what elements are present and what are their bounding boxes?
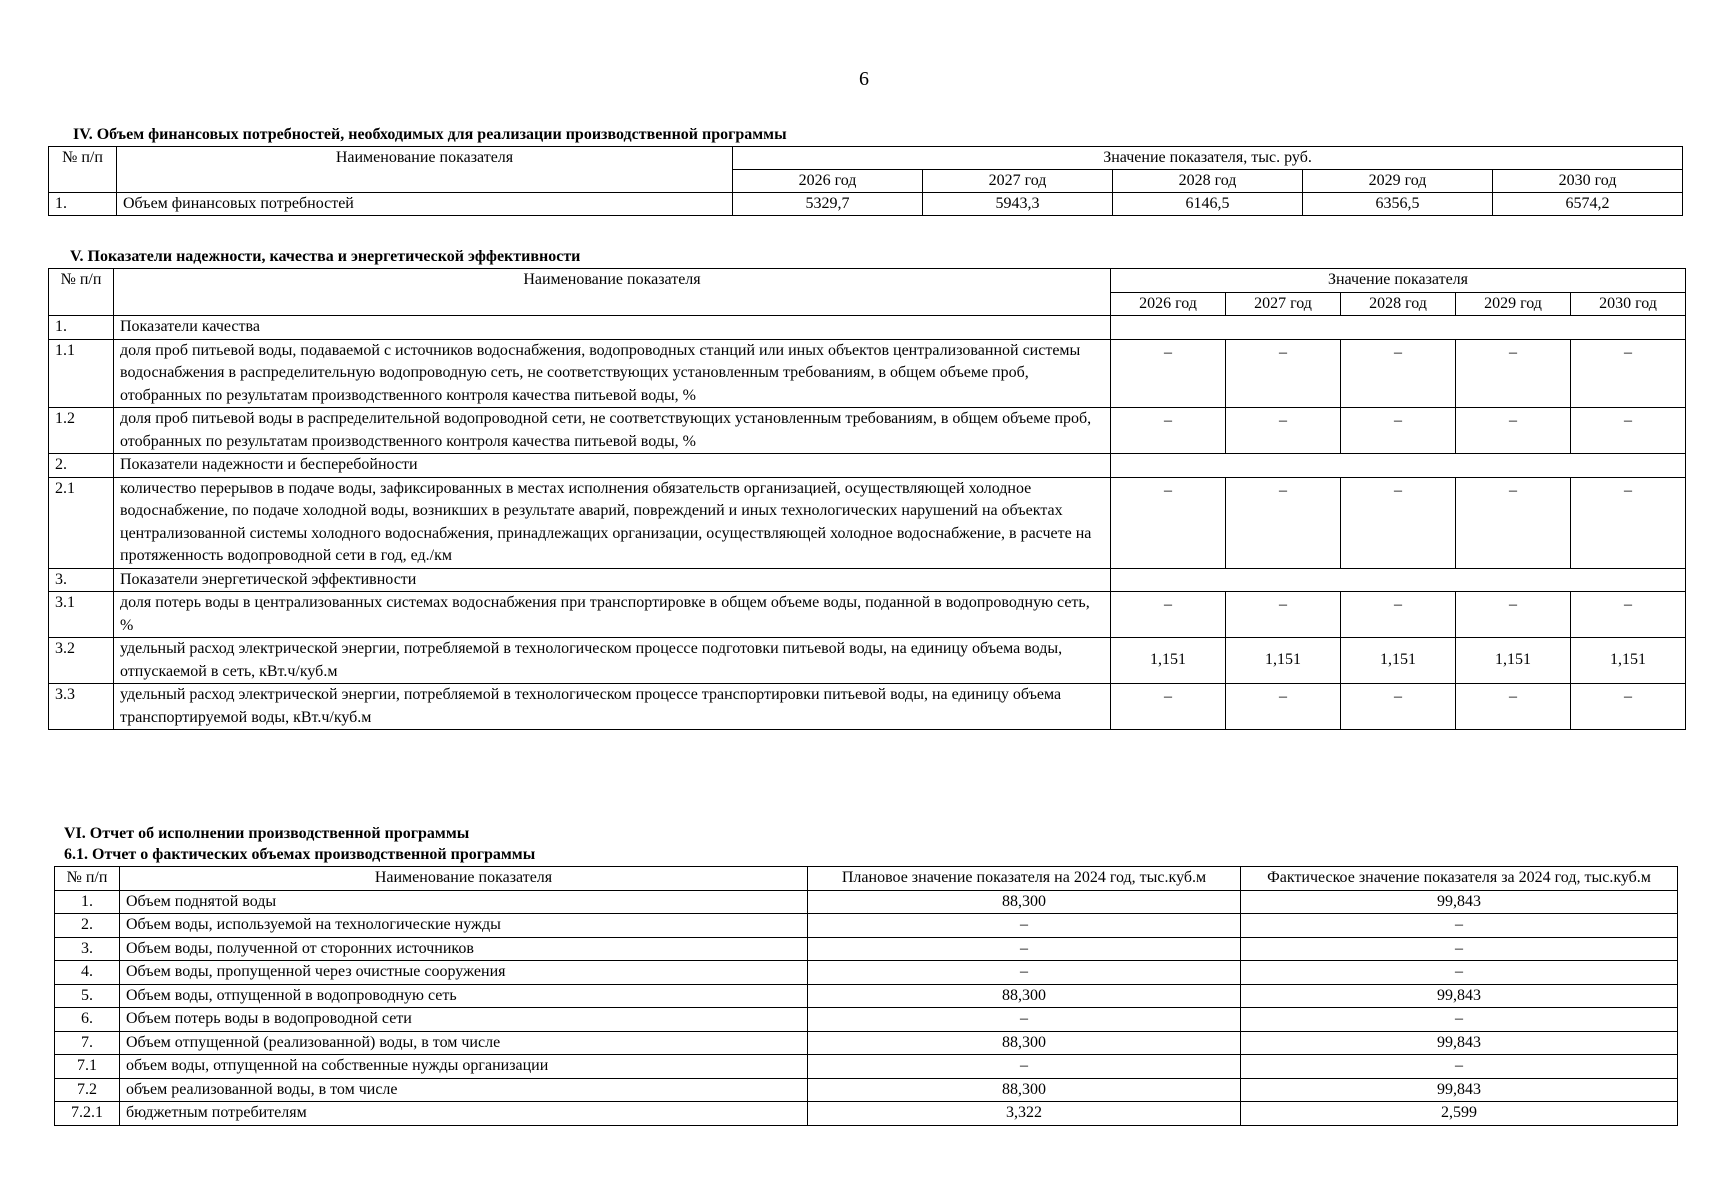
row-name: количество перерывов в подаче воды, зафиксированных в местах исполнения обязательств организацией, осуществляющей холодное водоснабжение, по подаче холодной воды, возникших в результате аварий, повреждений и иных технологических нарушений на объектах централизованной системы холодного водоснабжения, принадлежащих организации, осуществляющей холодное водоснабжение, в расчете на протяженность водопроводной сети в год, ед./км	[114, 477, 1111, 568]
row-no: 2.	[55, 914, 120, 938]
row-name: Объем воды, пропущенной через очистные сооружения	[120, 961, 808, 985]
row-name: удельный расход электрической энергии, потребляемой в технологическом процессе транспортировки питьевой воды, на единицу объема транспортируемой воды, кВт.ч/куб.м	[114, 684, 1111, 730]
header-no: № п/п	[49, 147, 117, 193]
row-name: Объем потерь воды в водопроводной сети	[120, 1008, 808, 1032]
row-value: –	[1226, 592, 1341, 638]
header-name: Наименование показателя	[117, 147, 733, 193]
row-no: 1.2	[49, 408, 114, 454]
header-no: № п/п	[55, 867, 120, 891]
table-row-group	[49, 568, 1686, 592]
row-value: –	[1571, 592, 1686, 638]
row-no: 2.1	[49, 477, 114, 568]
table-row	[49, 408, 1686, 454]
row-name: Объем поднятой воды	[120, 890, 808, 914]
row-name: объем воды, отпущенной на собственные нужды организации	[120, 1055, 808, 1079]
row-fact: –	[1241, 1008, 1678, 1032]
table-row-group	[49, 454, 1686, 478]
table-row	[55, 1055, 1678, 1079]
table-row	[55, 984, 1678, 1008]
section-6-1-subtitle: 6.1. Отчет о фактических объемах производственной программы	[64, 846, 536, 863]
year-header: 2029 год	[1456, 292, 1571, 316]
row-no: 6.	[55, 1008, 120, 1032]
row-no: 3.	[49, 568, 114, 592]
row-no: 3.3	[49, 684, 114, 730]
header-name: Наименование показателя	[120, 867, 808, 891]
row-no: 3.2	[49, 638, 114, 684]
row-plan: –	[808, 961, 1241, 985]
section-5-title: V. Показатели надежности, качества и энергетической эффективности	[70, 248, 581, 265]
row-value: –	[1456, 477, 1571, 568]
year-header: 2026 год	[733, 170, 923, 193]
row-value: –	[1111, 684, 1226, 730]
row-value: –	[1571, 408, 1686, 454]
row-name: Показатели качества	[114, 316, 1111, 340]
row-value: –	[1111, 339, 1226, 408]
year-header: 2028 год	[1341, 292, 1456, 316]
row-value: –	[1226, 477, 1341, 568]
row-name: доля проб питьевой воды, подаваемой с источников водоснабжения, водопроводных станций или иных объектов централизованной системы водоснабжения в распределительную водопроводную сеть, не соответствующих установленным требованиям, в общем объеме проб, отобранных по результатам производственного контроля качества питьевой воды, %	[114, 339, 1111, 408]
row-value: –	[1111, 592, 1226, 638]
row-value: 1,151	[1456, 638, 1571, 684]
row-value: 1,151	[1226, 638, 1341, 684]
table-row-group	[49, 316, 1686, 340]
row-no: 1.	[49, 316, 114, 340]
year-header: 2027 год	[1226, 292, 1341, 316]
row-value: –	[1341, 408, 1456, 454]
row-name: удельный расход электрической энергии, потребляемой в технологическом процессе подготовки питьевой воды, на единицу объема воды, отпускаемой в сеть, кВт.ч/куб.м	[114, 638, 1111, 684]
row-value: –	[1226, 684, 1341, 730]
row-plan: –	[808, 1055, 1241, 1079]
row-fact: –	[1241, 1055, 1678, 1079]
row-value: –	[1111, 477, 1226, 568]
header-name: Наименование показателя	[114, 269, 1111, 316]
table-row	[49, 477, 1686, 568]
row-name: Объем отпущенной (реализованной) воды, в том числе	[120, 1031, 808, 1055]
row-name: доля потерь воды в централизованных системах водоснабжения при транспортировке в общем объеме воды, поданной в водопроводную сеть, %	[114, 592, 1111, 638]
row-plan: 88,300	[808, 1078, 1241, 1102]
row-no: 7.2	[55, 1078, 120, 1102]
table-row	[49, 339, 1686, 408]
row-plan: –	[808, 914, 1241, 938]
table-row	[49, 638, 1686, 684]
header-fact: Фактическое значение показателя за 2024 год, тыс.куб.м	[1241, 867, 1678, 891]
row-name: Объем воды, используемой на технологические нужды	[120, 914, 808, 938]
financial-needs-table	[48, 146, 1683, 216]
row-no: 3.1	[49, 592, 114, 638]
row-value: –	[1571, 339, 1686, 408]
table-row	[55, 1031, 1678, 1055]
row-value: 1,151	[1111, 638, 1226, 684]
row-plan: –	[808, 1008, 1241, 1032]
table-row	[55, 1102, 1678, 1126]
row-value: –	[1456, 339, 1571, 408]
row-value: 6146,5	[1113, 193, 1303, 216]
header-no: № п/п	[49, 269, 114, 316]
row-value: 6574,2	[1493, 193, 1683, 216]
row-no: 3.	[55, 937, 120, 961]
page-number: 6	[859, 68, 869, 90]
row-value: –	[1456, 408, 1571, 454]
table-row	[55, 914, 1678, 938]
row-no: 7.1	[55, 1055, 120, 1079]
row-value: –	[1456, 684, 1571, 730]
row-value: 5329,7	[733, 193, 923, 216]
section-6-title: VI. Отчет об исполнении производственной программы	[64, 825, 470, 842]
production-report-table	[54, 866, 1678, 1126]
row-value: 1,151	[1341, 638, 1456, 684]
year-header: 2029 год	[1303, 170, 1493, 193]
row-value: –	[1341, 592, 1456, 638]
row-name: Показатели надежности и бесперебойности	[114, 454, 1111, 478]
row-name: Показатели энергетической эффективности	[114, 568, 1111, 592]
row-fact: –	[1241, 937, 1678, 961]
row-value: –	[1571, 477, 1686, 568]
header-value: Значение показателя, тыс. руб.	[733, 147, 1683, 170]
row-no: 4.	[55, 961, 120, 985]
row-no: 2.	[49, 454, 114, 478]
year-header: 2028 год	[1113, 170, 1303, 193]
table-row	[55, 937, 1678, 961]
row-fact: 99,843	[1241, 890, 1678, 914]
year-header: 2027 год	[923, 170, 1113, 193]
row-value: –	[1341, 684, 1456, 730]
row-no: 7.	[55, 1031, 120, 1055]
row-name: бюджетным потребителям	[120, 1102, 808, 1126]
table-row	[55, 1008, 1678, 1032]
row-plan: 88,300	[808, 1031, 1241, 1055]
row-fact: 99,843	[1241, 984, 1678, 1008]
row-value: 6356,5	[1303, 193, 1493, 216]
row-name: доля проб питьевой воды в распределительной водопроводной сети, не соответствующих установленным требованиям, в общем объеме проб, отобранных по результатам производственного контроля качества питьевой воды, %	[114, 408, 1111, 454]
row-value: –	[1571, 684, 1686, 730]
row-value: 1,151	[1571, 638, 1686, 684]
year-header: 2030 год	[1571, 292, 1686, 316]
table-row	[55, 890, 1678, 914]
row-name: Объем воды, полученной от сторонних источников	[120, 937, 808, 961]
row-fact: –	[1241, 914, 1678, 938]
row-plan: –	[808, 937, 1241, 961]
section-4-title: IV. Объем финансовых потребностей, необходимых для реализации производственной программы	[73, 126, 787, 143]
row-value: –	[1341, 339, 1456, 408]
row-no: 7.2.1	[55, 1102, 120, 1126]
row-plan: 88,300	[808, 890, 1241, 914]
row-fact: –	[1241, 961, 1678, 985]
row-no: 5.	[55, 984, 120, 1008]
year-header: 2030 год	[1493, 170, 1683, 193]
table-row	[49, 592, 1686, 638]
row-value: –	[1226, 339, 1341, 408]
table-row	[49, 684, 1686, 730]
row-name: Объем финансовых потребностей	[117, 193, 733, 216]
table-row	[55, 1078, 1678, 1102]
row-no: 1.	[49, 193, 117, 216]
year-header: 2026 год	[1111, 292, 1226, 316]
row-name: объем реализованной воды, в том числе	[120, 1078, 808, 1102]
row-plan: 88,300	[808, 984, 1241, 1008]
row-plan: 3,322	[808, 1102, 1241, 1126]
row-value: –	[1226, 408, 1341, 454]
row-value: –	[1341, 477, 1456, 568]
header-value: Значение показателя	[1111, 269, 1686, 293]
header-plan: Плановое значение показателя на 2024 год, тыс.куб.м	[808, 867, 1241, 891]
row-no: 1.1	[49, 339, 114, 408]
row-fact: 99,843	[1241, 1031, 1678, 1055]
row-value: –	[1456, 592, 1571, 638]
table-row	[49, 193, 1683, 216]
table-row	[55, 961, 1678, 985]
row-value: 5943,3	[923, 193, 1113, 216]
row-no: 1.	[55, 890, 120, 914]
row-fact: 99,843	[1241, 1078, 1678, 1102]
row-name: Объем воды, отпущенной в водопроводную сеть	[120, 984, 808, 1008]
row-value: –	[1111, 408, 1226, 454]
row-fact: 2,599	[1241, 1102, 1678, 1126]
quality-indicators-table	[48, 268, 1686, 730]
